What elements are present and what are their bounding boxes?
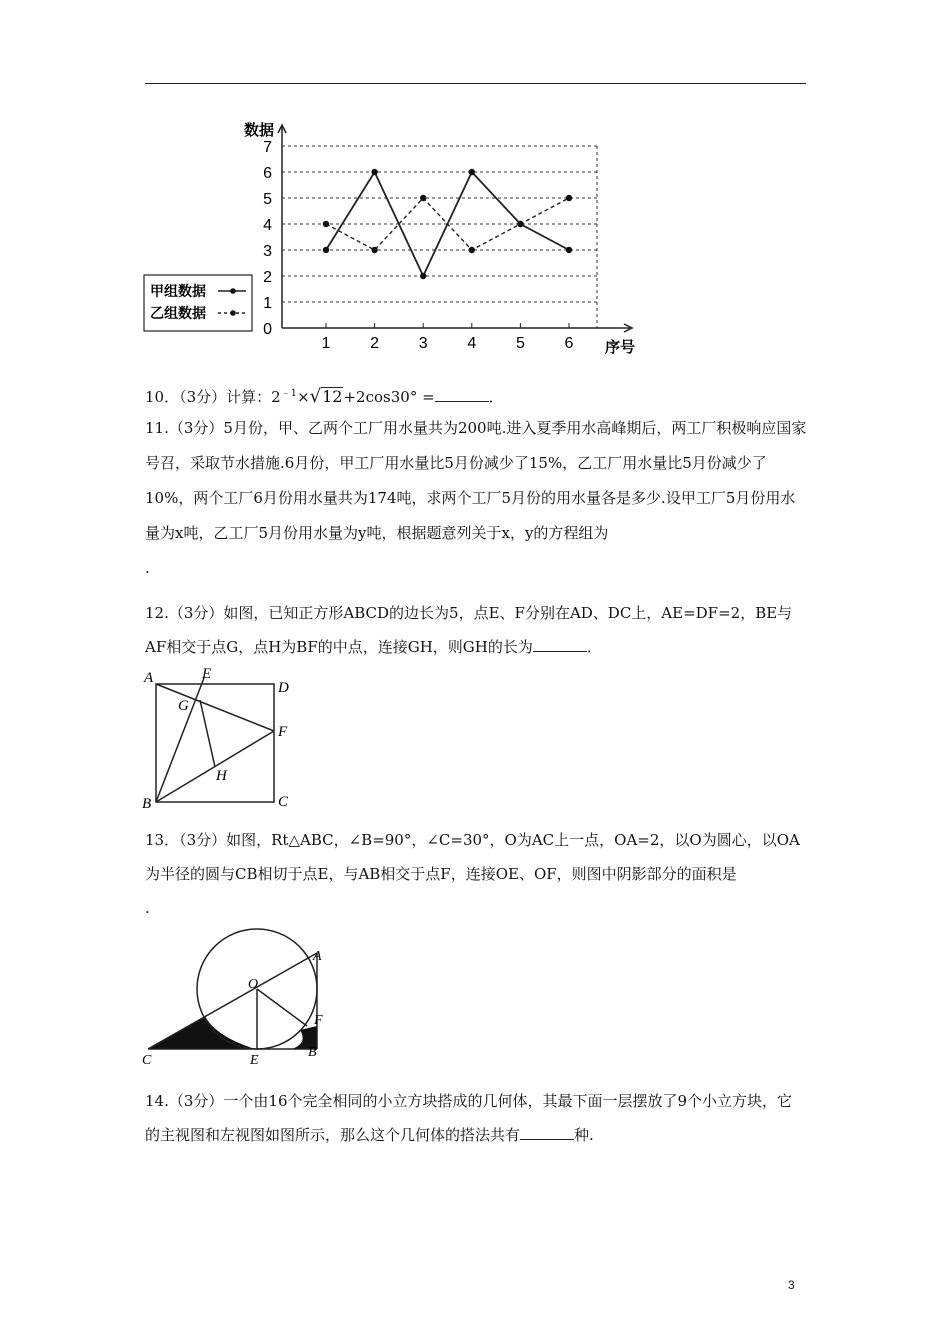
q14-end: 种. — [574, 1126, 594, 1144]
square-abcd — [156, 684, 274, 802]
label-e: E — [250, 1053, 259, 1068]
y-tick-label: 1 — [263, 295, 272, 312]
series-1-point — [566, 247, 572, 253]
q11-text: 11.（3分）5月份，甲、乙两个工厂用水量共为200吨.进入夏季用水高峰期后，两工厂积极响应国家号召，采取节水措施.6月份，甲工厂用水量比5月份减少了15%，乙工厂用水量比5月份减少了10%，两个工厂6月份用水量共为174吨，求两个工厂5月份的用水量各是多少.设甲工厂5月份用水量为x吨，乙工厂5月份用水量为y吨，根据题意列关于x，y的方程组为 — [145, 419, 807, 542]
legend-marker-1 — [230, 288, 236, 294]
q10-prefix: 10．（3分）计算：2 — [145, 388, 281, 406]
q10-times: × — [297, 388, 310, 406]
x-tick-label: 2 — [370, 335, 380, 352]
page-number: 3 — [788, 1278, 795, 1292]
series-2-point — [517, 221, 523, 227]
segment-gh — [200, 700, 215, 767]
answer-blank-10[interactable] — [435, 387, 489, 402]
label-g: G — [178, 698, 189, 714]
answer-blank-14[interactable] — [520, 1125, 574, 1140]
x-tick-label: 6 — [564, 335, 574, 352]
y-tick-label: 2 — [263, 269, 272, 286]
x-tick-label: 4 — [467, 335, 477, 352]
question-12 — [145, 596, 807, 664]
segment-af — [156, 684, 274, 731]
segment-ca — [148, 953, 317, 1049]
series-1-point — [371, 169, 377, 175]
y-tick-label: 3 — [263, 243, 272, 260]
label-h: H — [216, 768, 227, 784]
label-f: F — [278, 724, 288, 740]
series-1-point — [469, 169, 475, 175]
q13-text: 13．（3分）如图，Rt△ABC，∠B=90°，∠C=30°，O为AC上一点，OA=2，以O为圆心，以OA为半径的圆与CB相切于点E，与AB相交于点F，连接OE、OF，则图中阴影部分的面积是 — [145, 831, 800, 883]
q12-end: ． — [586, 638, 602, 656]
figure-13-circle-triangle — [140, 928, 340, 1068]
q12-text: 12.（3分）如图，已知正方形ABCD的边长为5，点E、F分别在AD、DC上，AE=DF=2，BE与AF相交于点G，点H为BF的中点，连接GH，则GH的长为 — [145, 604, 793, 656]
line-chart — [140, 115, 660, 355]
legend-marker-2 — [230, 310, 236, 316]
q14-text: 14.（3分）一个由16个完全相同的小立方块搭成的几何体，其最下面一层摆放了9个小立方块，它的主视图和左视图如图所示，那么这个几何体的搭法共有 — [145, 1092, 793, 1144]
label-b: B — [308, 1045, 317, 1060]
question-11 — [145, 411, 807, 586]
y-tick-label: 4 — [263, 217, 272, 234]
legend-label-2: 乙组数据 — [150, 305, 206, 321]
answer-blank-12[interactable] — [533, 637, 587, 652]
label-a: A — [313, 949, 322, 964]
y-tick-label: 7 — [263, 139, 272, 156]
question-13 — [145, 823, 807, 925]
q10-end: ． — [488, 388, 504, 406]
figure-12-square — [140, 668, 300, 808]
q10-suffix: +2cos30° = — [343, 388, 435, 406]
series-1-point — [420, 273, 426, 279]
y-tick-label: 6 — [263, 165, 272, 182]
header-rule — [145, 83, 806, 84]
series-2-point — [420, 195, 426, 201]
series-2-point — [566, 195, 572, 201]
legend-label-1: 甲组数据 — [150, 283, 206, 299]
x-tick-label: 3 — [418, 335, 428, 352]
q10-exponent: ﹣1 — [280, 388, 298, 399]
series-2-point — [323, 221, 329, 227]
question-14 — [145, 1084, 807, 1152]
y-axis-title: 数据 — [244, 122, 275, 139]
label-c: C — [142, 1053, 152, 1068]
label-d: D — [278, 680, 289, 696]
label-b: B — [142, 796, 152, 808]
label-o: O — [248, 977, 259, 992]
x-tick-label: 1 — [321, 335, 331, 352]
series-1-point — [323, 247, 329, 253]
shaded-region-left — [148, 1016, 255, 1049]
x-tick-label: 5 — [515, 335, 525, 352]
segment-of — [257, 989, 307, 1026]
segment-ae-extension — [156, 678, 204, 802]
y-tick-label: 5 — [263, 191, 272, 208]
series-2-point — [371, 247, 377, 253]
label-f: F — [314, 1013, 323, 1028]
x-axis-title: 序号 — [605, 339, 636, 355]
label-c: C — [278, 794, 289, 808]
y-tick-label: 0 — [263, 321, 272, 338]
q11-end: . — [145, 559, 150, 577]
label-e: E — [202, 668, 212, 682]
q10-radicand: 12 — [322, 387, 343, 406]
label-a: A — [144, 670, 154, 686]
series-2-point — [469, 247, 475, 253]
question-10: 10．（3分）计算：$2^{﹣1}\times√12+2\cos 30^\circ$ = ． — [145, 386, 504, 407]
q13-end: . — [145, 899, 150, 917]
